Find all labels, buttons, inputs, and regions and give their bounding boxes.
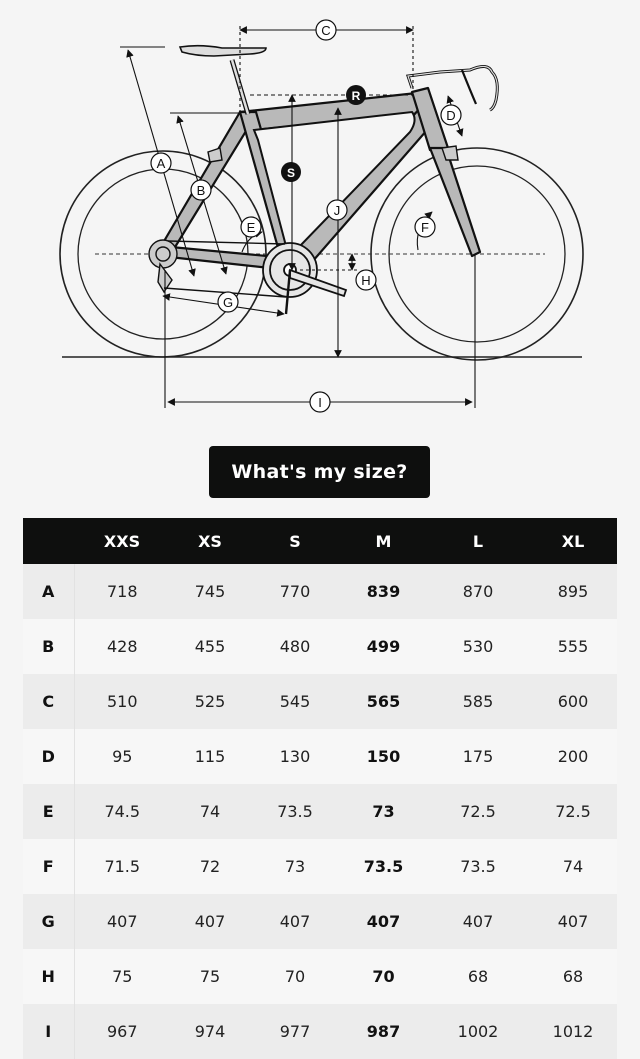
row-label: A [23, 564, 74, 619]
label-d [441, 105, 461, 125]
label-s [281, 162, 301, 182]
column-header: S [250, 518, 340, 564]
table-cell: 745 [170, 564, 250, 619]
label-j [327, 200, 347, 220]
svg-text:H: H [361, 273, 371, 288]
table-cell: 68 [427, 949, 529, 1004]
size-geometry-table [23, 518, 618, 1059]
table-cell: 74.5 [74, 784, 170, 839]
row-label: B [23, 619, 74, 674]
table-cell: 73.5 [250, 784, 340, 839]
svg-text:G: G [222, 295, 234, 310]
table-cell: 428 [74, 619, 170, 674]
table-cell: 150 [340, 729, 427, 784]
table-cell: 70 [340, 949, 427, 1004]
table-cell: 987 [340, 1004, 427, 1059]
row-label: H [23, 949, 74, 1004]
table-cell: 407 [340, 894, 427, 949]
table-cell: 72.5 [427, 784, 529, 839]
svg-text:F: F [421, 220, 429, 235]
label-a [151, 153, 171, 173]
table-cell: 600 [529, 674, 617, 729]
label-g [218, 292, 238, 312]
column-header: M [340, 518, 427, 564]
label-h [356, 270, 376, 290]
label-b [191, 180, 211, 200]
table-row [23, 674, 617, 729]
table-row [23, 1004, 617, 1059]
table-cell: 72.5 [529, 784, 617, 839]
row-label: D [23, 729, 74, 784]
table-cell: 71.5 [74, 839, 170, 894]
table-cell: 530 [427, 619, 529, 674]
bike-geometry-diagram [0, 0, 640, 420]
whats-my-size-button[interactable]: What's my size? [209, 446, 430, 498]
row-label: I [23, 1004, 74, 1059]
table-cell: 407 [250, 894, 340, 949]
table-cell: 977 [250, 1004, 340, 1059]
table-cell: 68 [529, 949, 617, 1004]
table-cell: 75 [74, 949, 170, 1004]
table-cell: 95 [74, 729, 170, 784]
table-cell: 115 [170, 729, 250, 784]
table-cell: 839 [340, 564, 427, 619]
cassette [149, 240, 177, 292]
table-cell: 175 [427, 729, 529, 784]
table-cell: 525 [170, 674, 250, 729]
table-cell: 73.5 [427, 839, 529, 894]
table-cell: 407 [529, 894, 617, 949]
table-cell: 895 [529, 564, 617, 619]
table-row [23, 894, 617, 949]
column-header: XL [529, 518, 617, 564]
table-row [23, 839, 617, 894]
table-header-row [23, 518, 617, 564]
table-row [23, 784, 617, 839]
svg-text:C: C [321, 23, 331, 38]
table-row [23, 949, 617, 1004]
table-cell: 407 [170, 894, 250, 949]
label-e [241, 217, 261, 237]
svg-text:B: B [196, 183, 206, 198]
table-cell: 718 [74, 564, 170, 619]
label-r [346, 85, 366, 105]
table-cell: 73 [250, 839, 340, 894]
svg-text:D: D [446, 108, 456, 123]
svg-text:R: R [351, 89, 361, 103]
table-cell: 480 [250, 619, 340, 674]
row-label: G [23, 894, 74, 949]
table-cell: 545 [250, 674, 340, 729]
table-cell: 72 [170, 839, 250, 894]
svg-text:S: S [286, 166, 296, 180]
table-cell: 770 [250, 564, 340, 619]
header-corner [23, 518, 74, 564]
table-cell: 455 [170, 619, 250, 674]
svg-text:E: E [246, 220, 256, 235]
table-row [23, 729, 617, 784]
table-cell: 974 [170, 1004, 250, 1059]
table-cell: 499 [340, 619, 427, 674]
table-cell: 555 [529, 619, 617, 674]
svg-text:J: J [333, 203, 341, 218]
row-label: F [23, 839, 74, 894]
svg-text:I: I [318, 395, 322, 410]
column-header: L [427, 518, 529, 564]
table-cell: 73.5 [340, 839, 427, 894]
column-header: XS [170, 518, 250, 564]
table-cell: 130 [250, 729, 340, 784]
label-c [316, 20, 336, 40]
table-cell: 70 [250, 949, 340, 1004]
table-cell: 75 [170, 949, 250, 1004]
table-cell: 510 [74, 674, 170, 729]
svg-text:A: A [156, 156, 166, 171]
column-header: XXS [74, 518, 170, 564]
table-cell: 967 [74, 1004, 170, 1059]
table-cell: 565 [340, 674, 427, 729]
table-cell: 1012 [529, 1004, 617, 1059]
table-cell: 407 [74, 894, 170, 949]
table-cell: 73 [340, 784, 427, 839]
table-row [23, 619, 617, 674]
table-cell: 870 [427, 564, 529, 619]
table-cell: 74 [170, 784, 250, 839]
label-i [310, 392, 330, 412]
table-cell: 407 [427, 894, 529, 949]
table-cell: 585 [427, 674, 529, 729]
row-label: C [23, 674, 74, 729]
row-label: E [23, 784, 74, 839]
label-f [415, 217, 435, 237]
table-cell: 74 [529, 839, 617, 894]
table-row [23, 564, 617, 619]
table-cell: 1002 [427, 1004, 529, 1059]
table-cell: 200 [529, 729, 617, 784]
